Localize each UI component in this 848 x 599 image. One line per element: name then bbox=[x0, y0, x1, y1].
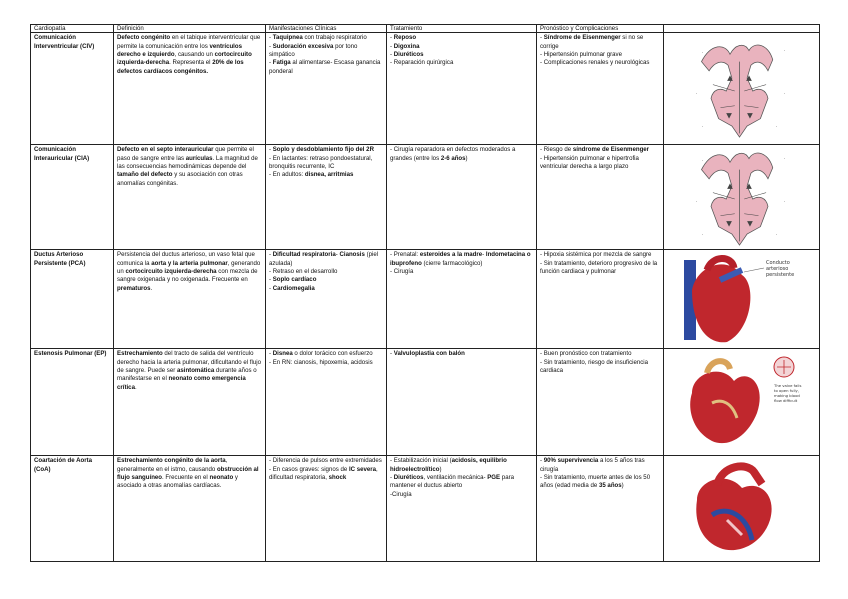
text-run: . bbox=[150, 284, 153, 292]
bold-text: Digoxina bbox=[393, 42, 420, 50]
bold-text: acidosis, equilibrio hidroelectrolítico bbox=[390, 457, 507, 473]
definition-cell bbox=[114, 145, 266, 250]
prognosis-cell bbox=[537, 250, 664, 349]
text-run: ) bbox=[439, 465, 442, 473]
header-pronostico: Pronóstico y Complicaciones bbox=[537, 25, 664, 33]
heart-illustration-ep bbox=[672, 353, 812, 451]
text-run: - Sin tratamiento, riesgo de insuficiencia cardiaca bbox=[540, 358, 649, 374]
text-run: - Retraso en el desarrollo bbox=[269, 268, 338, 275]
text-run: a los 5 años tras cirugía bbox=[540, 457, 645, 473]
illustration-cell bbox=[664, 250, 820, 349]
diagram-label: · bbox=[783, 199, 785, 205]
bold-text: Dificultad respiratoria bbox=[272, 251, 336, 259]
bold-text: Defecto en el septo interauricular bbox=[117, 146, 214, 154]
cardiopathy-name: Comunicación Interventricular (CIV) bbox=[31, 33, 114, 145]
text-run: - bbox=[482, 251, 486, 259]
bold-text: esteroides a la madre bbox=[419, 251, 483, 259]
bold-text: tamaño del defecto bbox=[117, 171, 173, 179]
clinical-line bbox=[269, 268, 383, 276]
text-run: - bbox=[390, 350, 394, 358]
bold-text: disnea, arritmias bbox=[304, 171, 354, 179]
text-run: - En casos graves: signos de bbox=[269, 465, 349, 473]
text-run: si no se corrige bbox=[540, 34, 644, 50]
bold-text: Cardiomegalia bbox=[272, 284, 315, 292]
definition-cell bbox=[114, 456, 266, 562]
definition-cell bbox=[114, 33, 266, 145]
clinical-line bbox=[269, 350, 383, 358]
text-run: , ventilación mecánica- bbox=[423, 474, 488, 481]
table-header-row bbox=[31, 25, 820, 33]
clinical-line bbox=[269, 285, 383, 293]
bold-text: neonato bbox=[209, 474, 234, 481]
bold-text: Disnea bbox=[272, 350, 293, 358]
clinical-line bbox=[269, 251, 383, 268]
treatment-line bbox=[390, 59, 533, 67]
text-run: o dolor torácico con esfuerzo bbox=[292, 350, 373, 358]
text-run: - Prenatal: bbox=[390, 251, 420, 259]
clinical-line bbox=[269, 155, 383, 172]
prognosis-cell bbox=[537, 349, 664, 456]
text-run: - bbox=[269, 350, 273, 358]
illustration-cell bbox=[664, 456, 820, 562]
text-run: ) bbox=[465, 154, 468, 162]
diagram-label: · bbox=[775, 123, 777, 129]
clinical-line bbox=[269, 359, 383, 367]
table-row bbox=[31, 456, 820, 562]
text-run: al alimentarse- Escasa ganancia ponderal bbox=[269, 59, 381, 75]
text-run: - bbox=[269, 59, 273, 67]
text-run: - Complicaciones renales y neurológicas bbox=[540, 59, 650, 67]
prognosis-cell bbox=[537, 33, 664, 145]
illustration-label: Conducto bbox=[765, 260, 790, 267]
text-run: - Sin tratamiento, muerte antes de los 50 años (edad media de bbox=[540, 474, 651, 490]
bold-text: Sudoración excesiva bbox=[272, 42, 334, 50]
bold-text: obstrucción al flujo sanguíneo bbox=[117, 465, 259, 481]
bold-text: cortocircuito izquierda-derecha bbox=[117, 51, 252, 67]
text-run: - bbox=[269, 276, 273, 284]
text-run: - Riesgo de bbox=[540, 146, 573, 154]
text-run: - Cirugía bbox=[390, 268, 414, 275]
clinical-line bbox=[269, 171, 383, 179]
treatment-cell bbox=[387, 145, 537, 250]
illustration-label: The valve fails bbox=[773, 383, 801, 389]
text-run: con mezcla de sangre oxigenada y no oxigenada. Frecuente en bbox=[117, 268, 258, 284]
text-run: durante años o manifestarse en el bbox=[117, 367, 257, 383]
bold-text: neonato como emergencia crítica bbox=[117, 375, 246, 391]
text-run: - Hipertensión pulmonar e hipertrofia ventricular derecha a largo plazo bbox=[540, 154, 639, 170]
prognosis-cell bbox=[537, 145, 664, 250]
prognosis-line bbox=[540, 251, 660, 259]
table-row bbox=[31, 250, 820, 349]
bold-text: Reposo bbox=[393, 34, 417, 42]
prognosis-line bbox=[540, 260, 660, 277]
diagram-label: · bbox=[701, 123, 703, 129]
clinical-line bbox=[269, 59, 383, 76]
heart-diagram-civ bbox=[672, 40, 812, 138]
text-run: - En lactantes: retraso pondoestatural, bronquitis recurrente, IC bbox=[269, 154, 373, 170]
text-run: , generando un bbox=[117, 259, 261, 275]
treatment-line bbox=[390, 491, 533, 499]
diagram-label: · bbox=[783, 90, 785, 96]
bold-text: Fatiga bbox=[272, 59, 291, 67]
bold-text: cortocircuito izquierda-derecha bbox=[125, 268, 217, 275]
bold-text: Diuréticos bbox=[393, 474, 424, 481]
bold-text: Diuréticos bbox=[393, 51, 424, 58]
text-run: - En RN: cianosis, hipoxemia, acidosis bbox=[269, 358, 373, 366]
text-run: y su asociación con otras anomalías congénitas. bbox=[117, 171, 243, 187]
bold-text: síndrome de Eisenmenger bbox=[572, 146, 650, 154]
table-row bbox=[31, 349, 820, 456]
header-tratamiento: Tratamiento bbox=[387, 25, 537, 33]
illustration-label: making blood bbox=[773, 393, 800, 399]
treatment-line bbox=[390, 251, 533, 268]
diagram-label: · bbox=[783, 47, 785, 53]
bold-text: Síndrome de Eisenmenger bbox=[543, 34, 621, 42]
text-run: - bbox=[269, 34, 273, 42]
text-run: Persistencia del ductus arterioso, un vaso fetal que comunica la bbox=[117, 251, 255, 267]
clinical-cell bbox=[266, 145, 387, 250]
bold-text: ventrículos derecho e izquierdo bbox=[117, 42, 242, 58]
text-run: . Frecuente en el bbox=[162, 474, 210, 481]
bold-text: aorta y la arteria pulmonar bbox=[151, 259, 228, 267]
prognosis-line bbox=[540, 359, 660, 376]
text-run: - Buen pronóstico con tratamiento bbox=[540, 350, 632, 358]
illustration-cell bbox=[664, 33, 820, 145]
text-run: - Hipertensión pulmonar grave bbox=[540, 51, 622, 58]
prognosis-line bbox=[540, 350, 660, 358]
cardiopathy-name: Ductus Arterioso Persistente (PCA) bbox=[31, 250, 114, 349]
clinical-cell bbox=[266, 250, 387, 349]
header-cardiopatia: Cardiopatía bbox=[31, 25, 114, 33]
bold-text: Taquipnea bbox=[272, 34, 303, 42]
prognosis-line bbox=[540, 457, 660, 474]
treatment-line bbox=[390, 268, 533, 276]
treatment-line bbox=[390, 146, 533, 163]
text-run: - bbox=[390, 42, 394, 50]
clinical-cell bbox=[266, 456, 387, 562]
text-run: - Estabilización inicial ( bbox=[390, 457, 452, 465]
bold-text: Valvuloplastia con balón bbox=[393, 350, 465, 358]
text-run: . La magnitud de las consecuencias hemodinámicas depende del bbox=[117, 154, 258, 170]
text-run: - bbox=[540, 34, 544, 42]
treatment-cell bbox=[387, 250, 537, 349]
table-row bbox=[31, 33, 820, 145]
text-run: - Cirugía reparadora en defectos moderados a grandes (entre los bbox=[390, 146, 516, 162]
text-run: (cierre farmacológico) bbox=[421, 259, 483, 267]
text-run: por tono simpático bbox=[269, 42, 358, 58]
treatment-cell bbox=[387, 33, 537, 145]
text-run: con trabajo respiratorio bbox=[302, 34, 367, 42]
text-run: y asociado a otras anomalías cardíacas. bbox=[117, 474, 238, 490]
prognosis-line bbox=[540, 474, 660, 491]
text-run: que permite el paso de sangre entre las bbox=[117, 146, 254, 162]
clinical-line bbox=[269, 146, 383, 154]
bold-text: PGE bbox=[487, 474, 501, 481]
text-run: para mantener el ductus abierto bbox=[390, 474, 514, 490]
text-run: - Sin tratamiento, deterioro progresivo de la función cardiaca y pulmonar bbox=[540, 259, 658, 275]
illustration-label: flow difficult bbox=[773, 398, 797, 404]
treatment-cell bbox=[387, 349, 537, 456]
text-run: ) bbox=[621, 482, 624, 490]
bold-text: IC severa bbox=[348, 465, 377, 473]
text-run: - bbox=[390, 474, 394, 481]
text-run: - bbox=[540, 457, 544, 465]
cardiopathy-table bbox=[30, 24, 820, 562]
text-run: , dificultad respiratoria, bbox=[269, 465, 378, 481]
prognosis-cell bbox=[537, 456, 664, 562]
illustration-label: persistente bbox=[765, 272, 794, 279]
text-run: - Reparación quirúrgica bbox=[390, 59, 454, 67]
bold-text: asintomática bbox=[176, 367, 215, 374]
bold-text: 20% de los defectos cardíacos congénitos. bbox=[117, 59, 244, 75]
heart-diagram-cia bbox=[672, 148, 812, 246]
treatment-line bbox=[390, 457, 533, 474]
cardiopathy-name: Estenosis Pulmonar (EP) bbox=[31, 349, 114, 456]
diagram-label: · bbox=[701, 49, 703, 55]
illustration-cell bbox=[664, 145, 820, 250]
text-run: - bbox=[269, 42, 273, 50]
clinical-line bbox=[269, 276, 383, 284]
diagram-label: · bbox=[695, 199, 697, 205]
cardiopathy-name: Comunicación Interauricular (CIA) bbox=[31, 145, 114, 250]
table-row bbox=[31, 145, 820, 250]
text-run: - Hipoxia sistémica por mezcla de sangre bbox=[540, 251, 652, 259]
text-run: del tracto de salida del ventrículo derecho hacia la arteria pulmonar, dificultando el flujo de sangre. Puede ser bbox=[117, 350, 261, 374]
text-run: - bbox=[335, 251, 340, 259]
bold-text: Indometacina o ibuprofeno bbox=[390, 251, 531, 267]
heart-illustration-pca bbox=[672, 250, 812, 348]
text-run: , generalmente en el istmo, causando bbox=[117, 457, 228, 473]
header-manifestaciones: Manifestaciones Clínicas bbox=[266, 25, 387, 33]
text-run: - bbox=[390, 34, 394, 42]
prognosis-line bbox=[540, 59, 660, 67]
clinical-line bbox=[269, 466, 383, 483]
text-run: . bbox=[134, 383, 137, 391]
bold-text: aurículas bbox=[185, 154, 213, 162]
bold-text: Soplo y desdoblamiento fijo del 2R bbox=[272, 146, 374, 154]
prognosis-line bbox=[540, 34, 660, 51]
bold-text: Estrechamiento bbox=[117, 350, 163, 358]
text-run: -Cirugía bbox=[390, 490, 412, 498]
text-run: en el tabique interventricular que permite la comunicación entre los bbox=[117, 34, 261, 50]
text-run: , causando un bbox=[174, 51, 215, 58]
clinical-cell bbox=[266, 33, 387, 145]
text-run: - Diferencia de pulsos entre extremidades bbox=[269, 457, 382, 465]
bold-text: 35 años bbox=[598, 482, 622, 490]
treatment-line bbox=[390, 474, 533, 491]
bold-text: Cianosis bbox=[339, 251, 365, 259]
prognosis-line bbox=[540, 155, 660, 172]
text-run: - bbox=[269, 146, 273, 154]
bold-text: Soplo cardíaco bbox=[272, 276, 317, 284]
prognosis-line bbox=[540, 51, 660, 59]
treatment-line bbox=[390, 43, 533, 51]
diagram-label: · bbox=[701, 232, 703, 238]
treatment-line bbox=[390, 51, 533, 59]
bold-text: Estrechamiento congénito de la aorta bbox=[117, 457, 226, 465]
treatment-line bbox=[390, 34, 533, 42]
diagram-label: · bbox=[701, 158, 703, 164]
illustration-label: to open fully, bbox=[773, 388, 799, 394]
clinical-cell bbox=[266, 349, 387, 456]
text-run: - bbox=[390, 51, 394, 58]
illustration-cell bbox=[664, 349, 820, 456]
header-definicion: Definición bbox=[114, 25, 266, 33]
text-run: (piel azulada) bbox=[269, 251, 379, 267]
definition-cell bbox=[114, 250, 266, 349]
text-run: - bbox=[269, 284, 273, 292]
heart-illustration-coa bbox=[672, 460, 812, 558]
treatment-line bbox=[390, 350, 533, 358]
cardiopathy-name: Coartación de Aorta (CoA) bbox=[31, 456, 114, 562]
clinical-line bbox=[269, 43, 383, 60]
illustration-label: arterioso bbox=[765, 266, 788, 273]
text-run: - bbox=[269, 251, 273, 259]
bold-text: Defecto congénito bbox=[117, 34, 171, 42]
bold-text: shock bbox=[328, 474, 347, 481]
diagram-label: · bbox=[695, 90, 697, 96]
clinical-line bbox=[269, 34, 383, 42]
diagram-label: · bbox=[783, 156, 785, 162]
bold-text: prematuros bbox=[117, 284, 151, 292]
prognosis-line bbox=[540, 146, 660, 154]
header-image bbox=[664, 25, 820, 33]
diagram-label: · bbox=[775, 232, 777, 238]
text-run: - En adultos: bbox=[269, 171, 305, 179]
bold-text: 90% supervivencia bbox=[543, 457, 599, 465]
bold-text: 2-6 años bbox=[440, 154, 466, 162]
clinical-line bbox=[269, 457, 383, 465]
treatment-cell bbox=[387, 456, 537, 562]
text-run: . Representa el bbox=[169, 59, 213, 67]
definition-cell bbox=[114, 349, 266, 456]
